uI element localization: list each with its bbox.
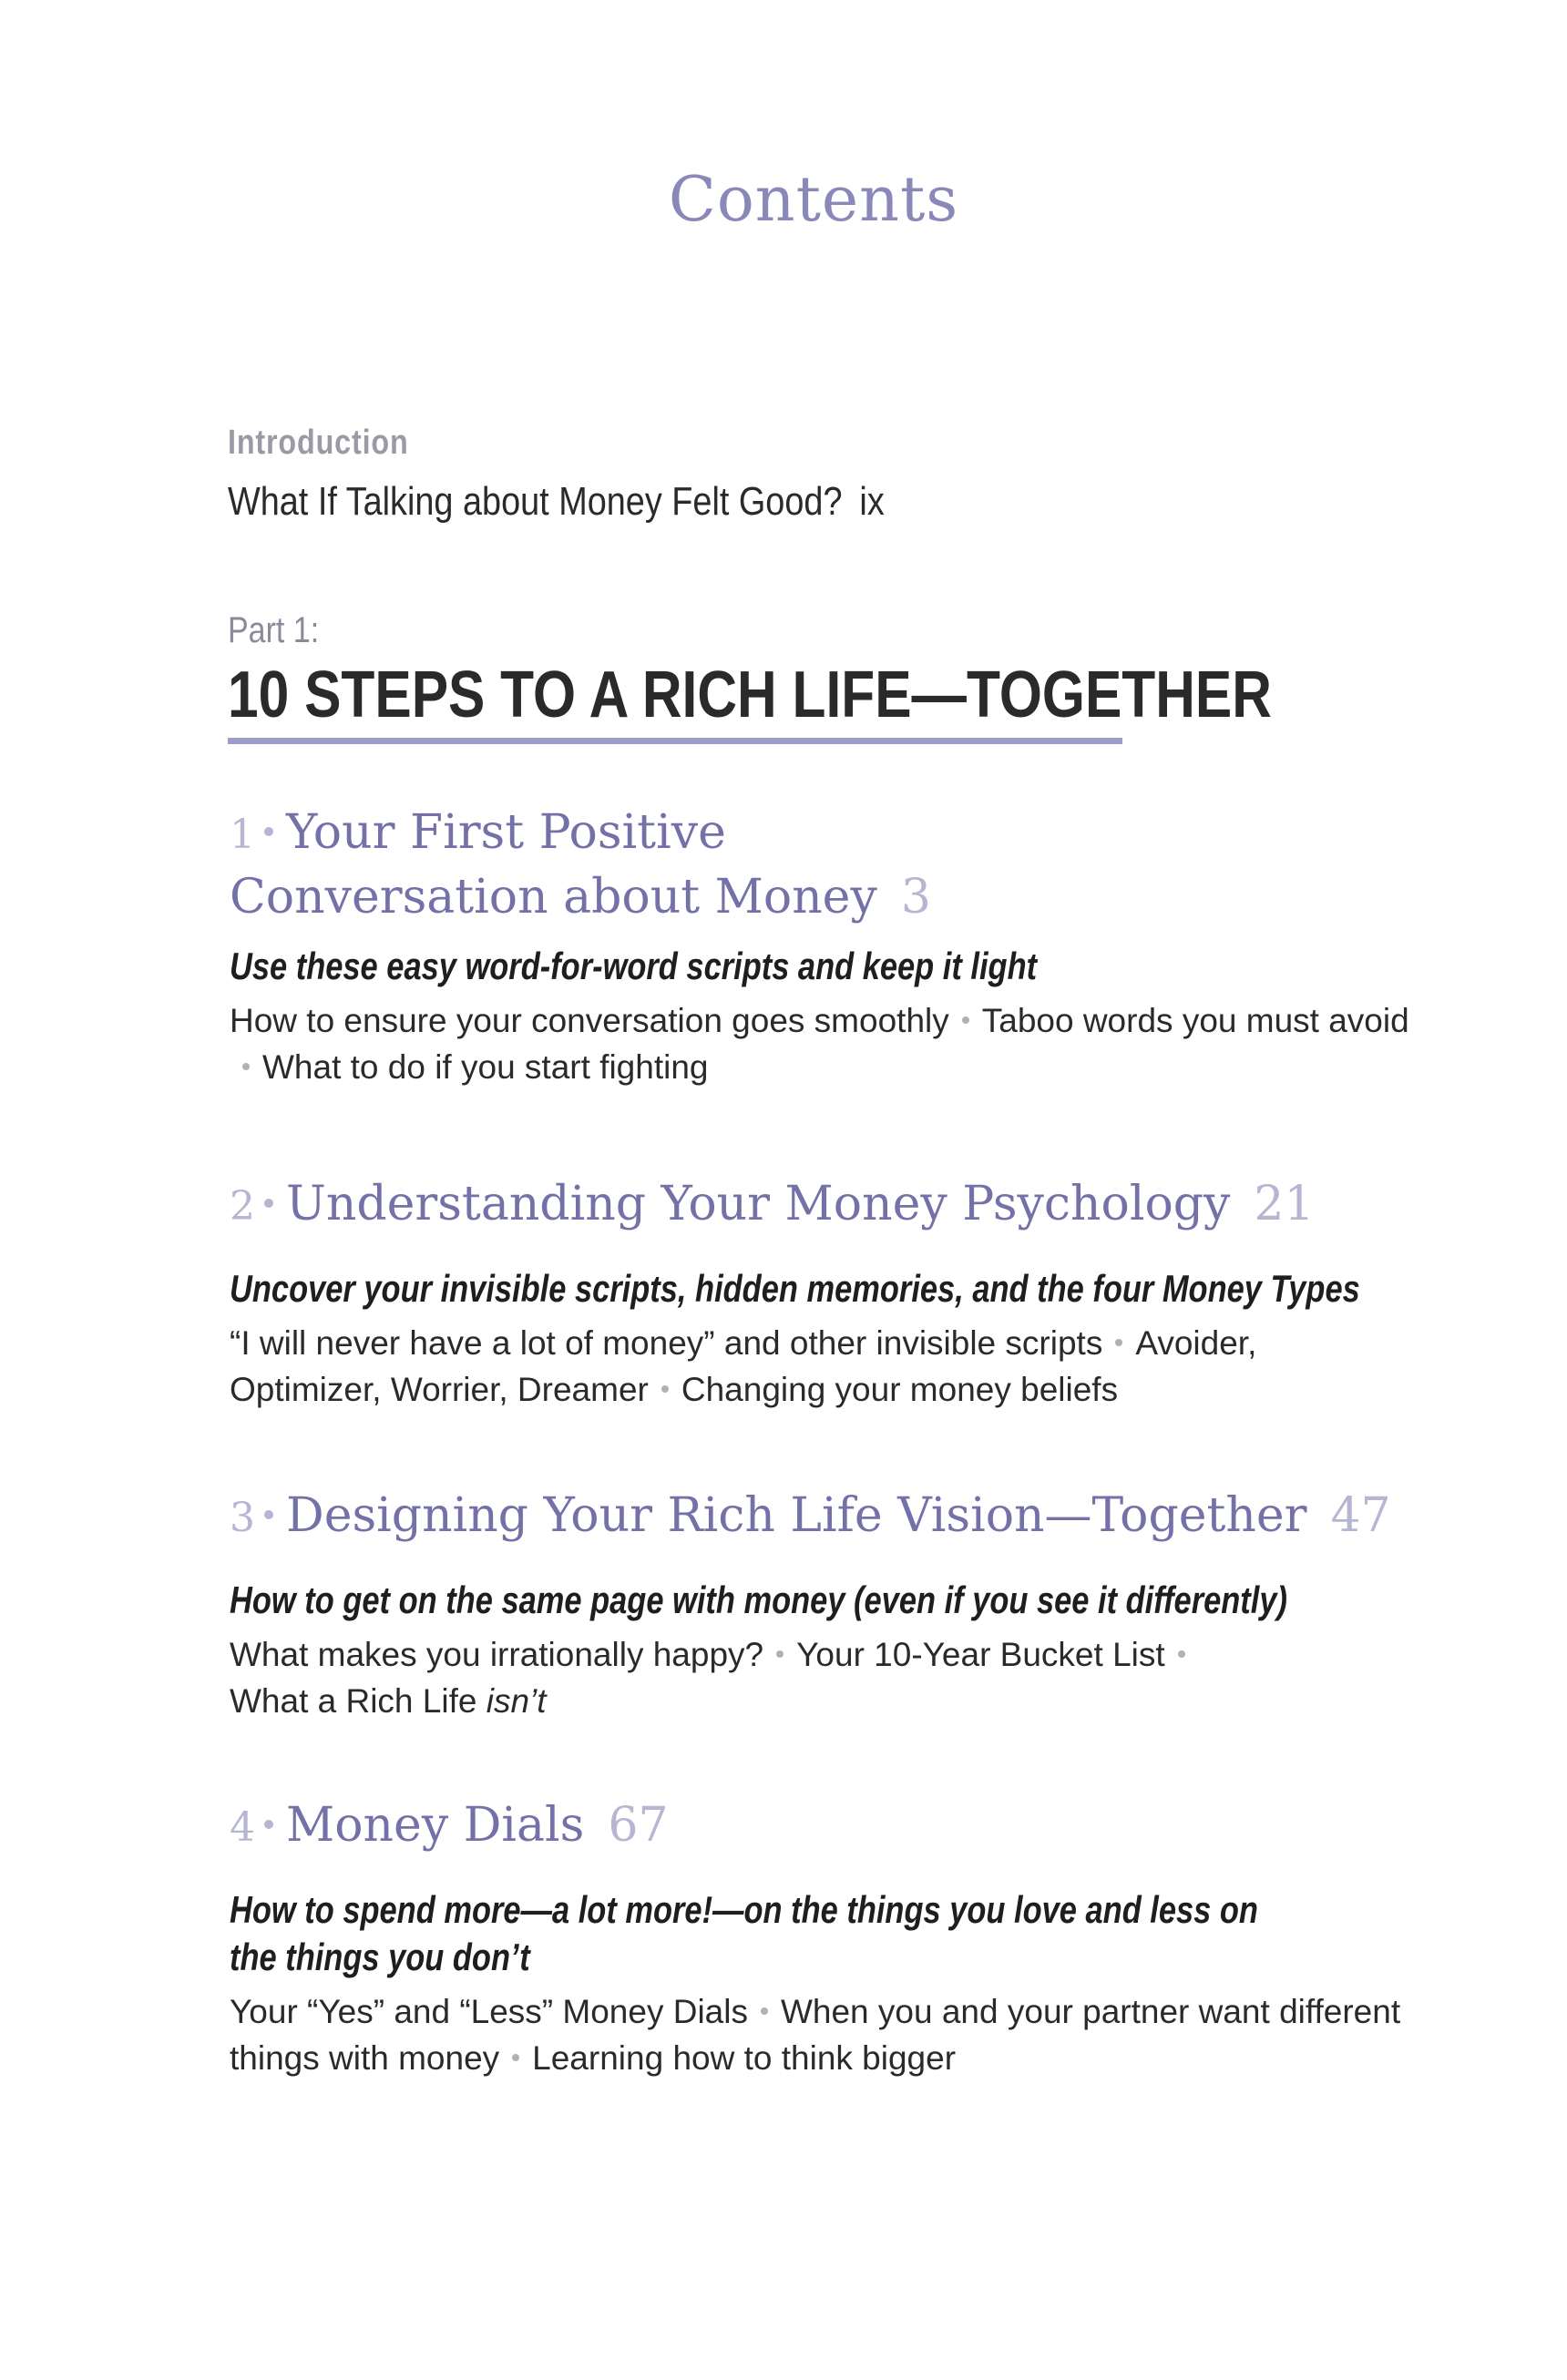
separator-dot-icon	[1115, 1339, 1122, 1346]
bullet-dot-icon	[264, 827, 273, 836]
chapter-subtitle-continued: the things you don’t	[230, 1936, 530, 1978]
separator-dot-icon	[761, 2007, 768, 2015]
introduction-title: What If Talking about Money Felt Good?	[228, 479, 843, 524]
page-title: Contents	[668, 164, 959, 236]
chapter-number: 4	[230, 1804, 255, 1851]
chapter-number: 3	[230, 1495, 255, 1541]
chapter-page: 21	[1254, 1177, 1315, 1231]
chapter-topics: Your “Yes” and “Less” Money Dials When you and your partner want different things with money Learning how to think bigger	[230, 1993, 1401, 2077]
chapter-3[interactable]	[230, 1485, 1391, 1724]
chapter-topics: “I will never have a lot of money” and other invisible scripts Avoider, Optimizer, Worrier, Dreamer Changing your money beliefs	[230, 1324, 1257, 1408]
separator-dot-icon	[962, 1016, 969, 1024]
part-label: Part 1:	[228, 610, 320, 650]
chapter-number: 1	[230, 812, 255, 858]
chapter-page: 3	[900, 870, 931, 924]
introduction-entry[interactable]	[228, 479, 885, 525]
chapter-4[interactable]	[230, 1794, 1401, 2081]
chapter-subtitle: Use these easy word-for-word scripts and keep it light	[230, 945, 1038, 987]
chapter-page: 67	[608, 1798, 669, 1853]
introduction-label: Introduction	[228, 424, 409, 462]
chapter-topics: How to ensure your conversation goes smoothly Taboo words you must avoidWhat to do if you start fighting	[230, 1002, 1409, 1086]
chapter-subtitle: How to get on the same page with money (even if you see it differently)	[230, 1578, 1287, 1621]
bullet-dot-icon	[264, 1199, 273, 1208]
chapter-title: 3 Designing Your Rich Life Vision—Together 47	[230, 1488, 1391, 1543]
separator-dot-icon	[512, 2054, 519, 2061]
chapter-1[interactable]	[230, 802, 1409, 1090]
chapter-2[interactable]	[230, 1173, 1387, 1413]
chapter-title: 1 Your First Positive Conversation about Money 3	[230, 805, 931, 924]
separator-dot-icon	[661, 1385, 669, 1393]
chapter-topics: What makes you irrationally happy? Your 10-Year Bucket List What a Rich Life isn’t	[230, 1631, 1414, 1724]
separator-dot-icon	[1178, 1650, 1185, 1658]
chapter-page: 47	[1330, 1488, 1391, 1543]
chapter-title: 2 Understanding Your Money Psychology 21	[230, 1177, 1315, 1231]
separator-dot-icon	[242, 1063, 250, 1070]
introduction-page: ix	[859, 479, 885, 524]
chapter-number: 2	[230, 1183, 255, 1230]
chapter-subtitle: How to spend more—a lot more!—on the things you love and less on	[230, 1888, 1258, 1931]
chapter-subtitle: Uncover your invisible scripts, hidden memories, and the four Money Types	[230, 1267, 1360, 1310]
separator-dot-icon	[776, 1650, 784, 1658]
bullet-dot-icon	[264, 1820, 273, 1829]
part-divider	[228, 738, 1122, 744]
chapter-title: 4 Money Dials 67	[230, 1798, 669, 1853]
part-title: 10 STEPS TO A RICH LIFE—TOGETHER	[228, 659, 1272, 731]
bullet-dot-icon	[264, 1510, 273, 1519]
